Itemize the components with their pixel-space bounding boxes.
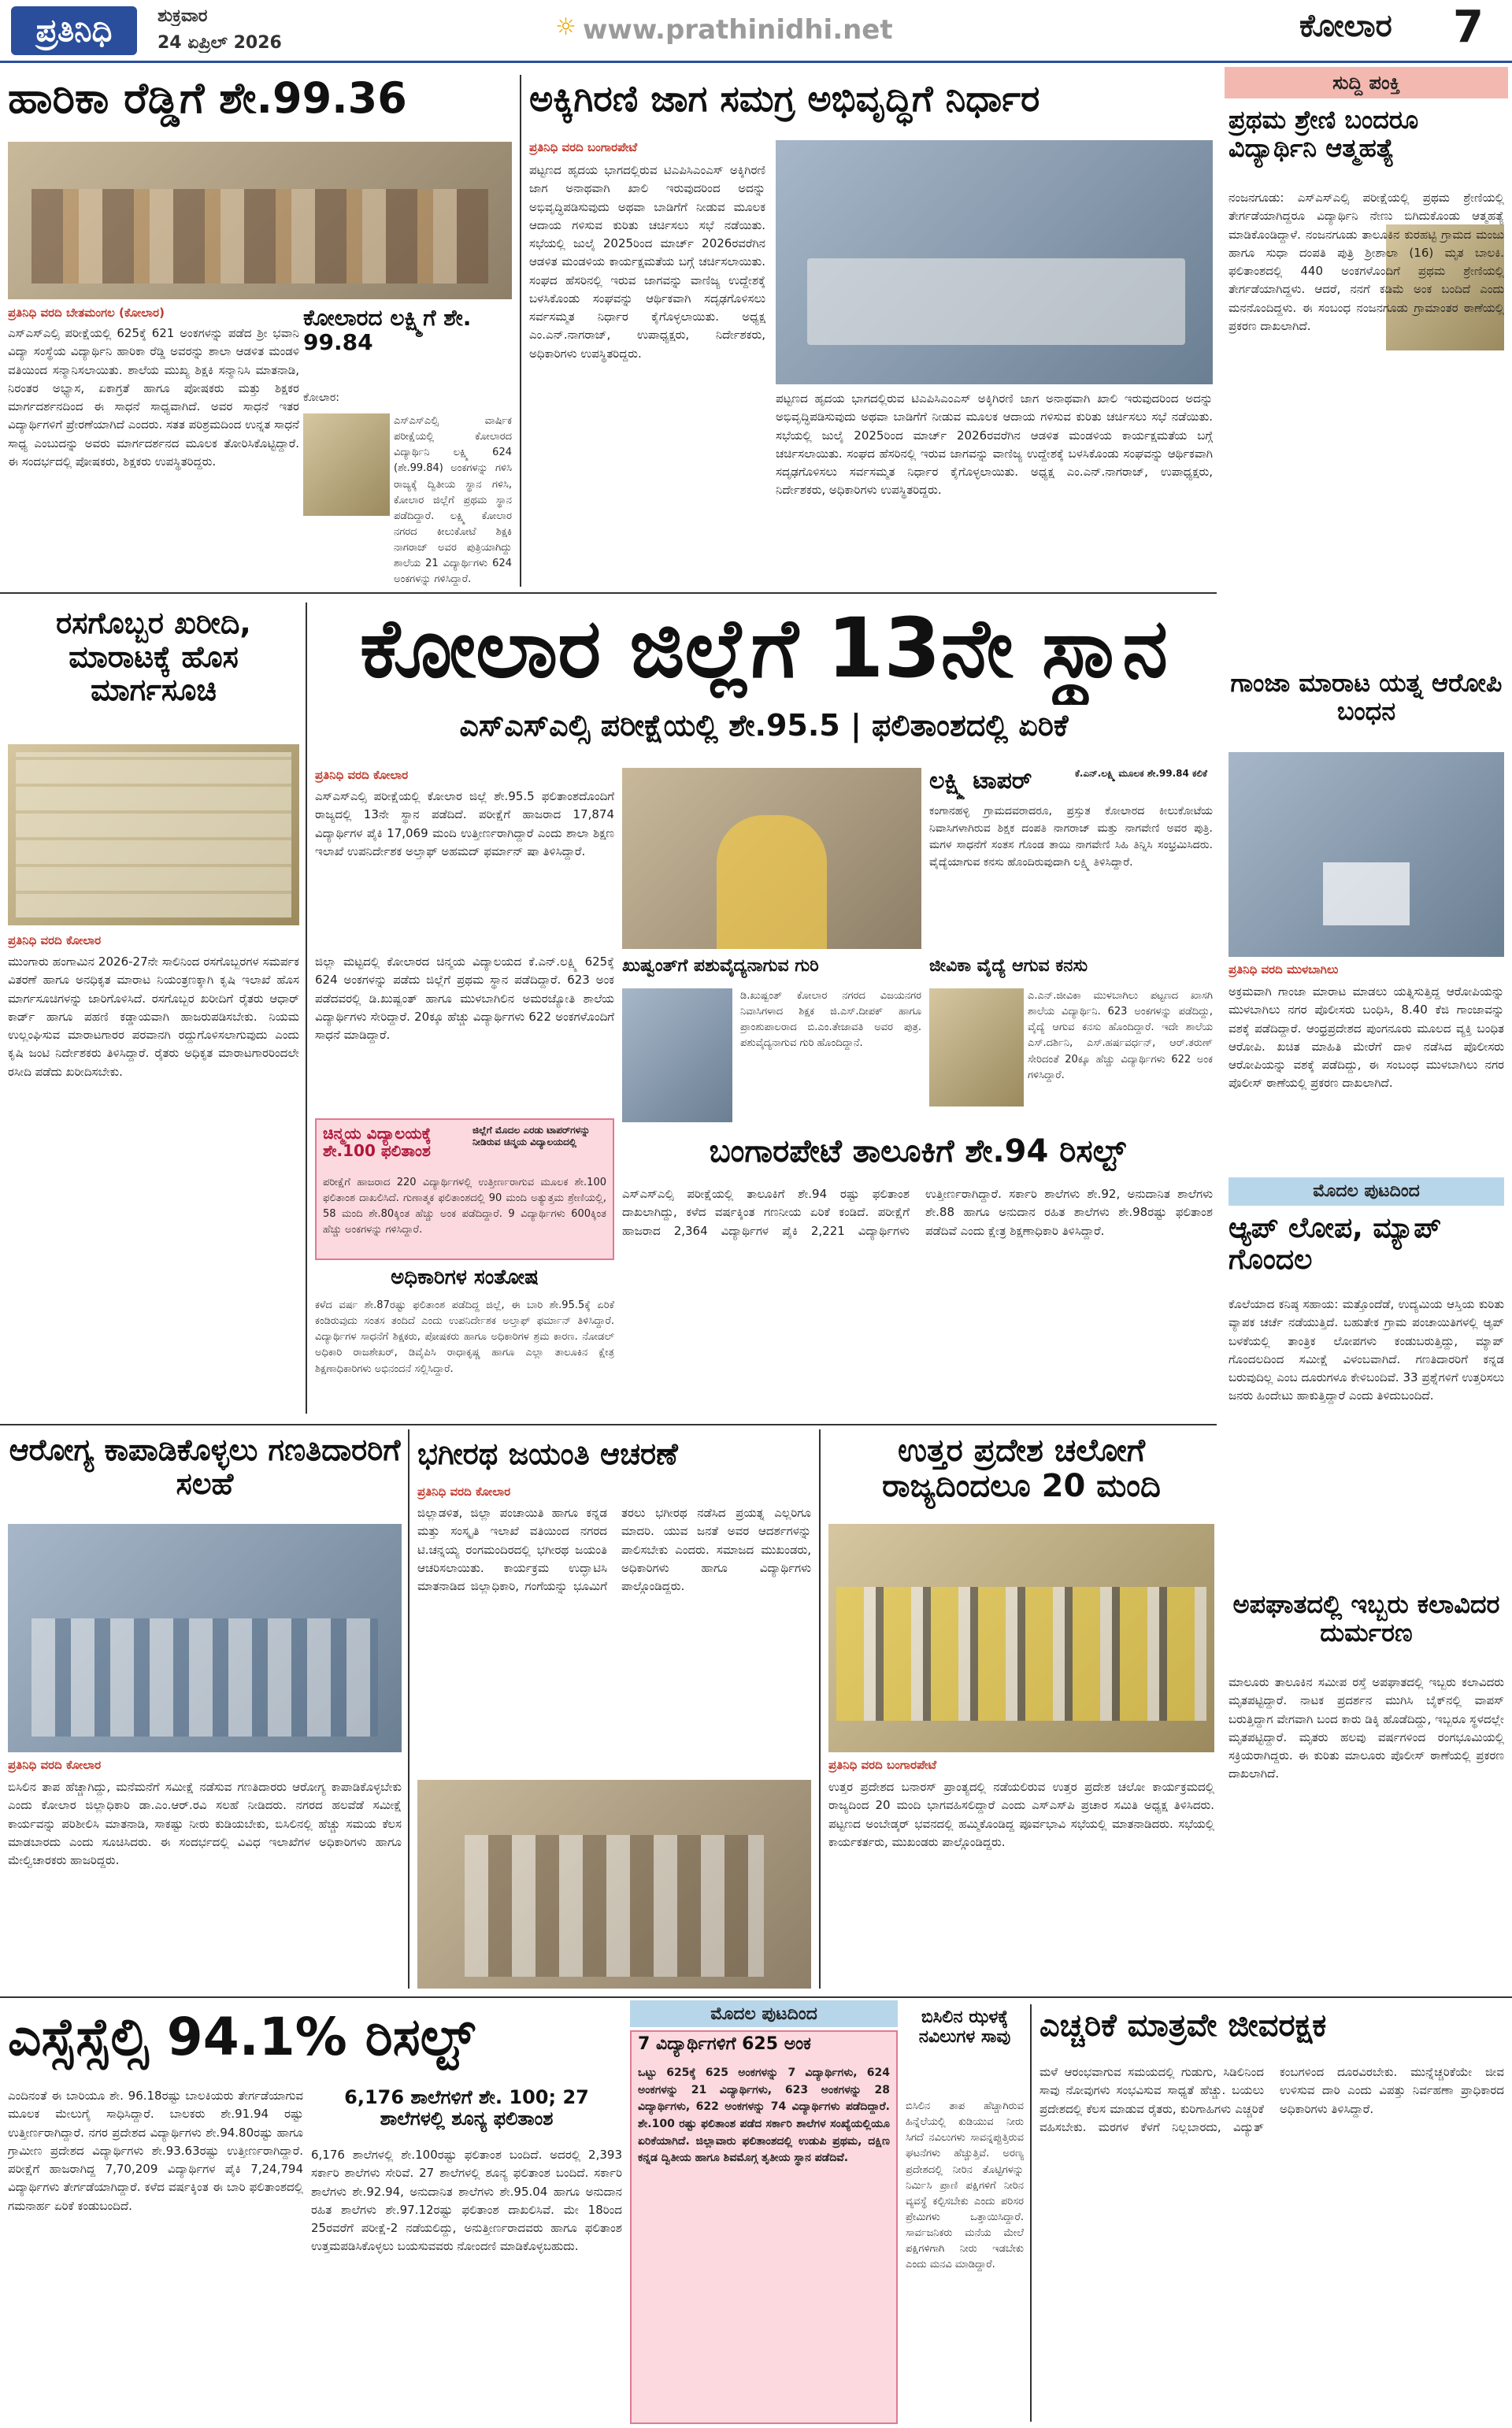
bhagiratha-body: ಜಿಲ್ಲಾಡಳಿತ, ಜಿಲ್ಲಾ ಪಂಚಾಯಿತಿ ಹಾಗೂ ಕನ್ನಡ ಮತ್ತು ಸಂಸ್ಕೃತಿ ಇಲಾಖೆ ವತಿಯಿಂದ ನಗರದ ಟಿ.ಚನ್ನಯ್ಯ ರಂಗಮಂದಿರದಲ್ಲಿ ಭಗೀರಥ ಜಯಂತಿ ಆಚರಿಸಲಾಯಿತು. ಕಾರ್ಯಕ್ರಮ ಉದ್ಘಾಟಿಸಿ ಮಾತನಾಡಿದ ಜಿಲ್ಲಾಧಿಕಾರಿ, ಗಂಗೆಯನ್ನು ಭೂಮಿಗೆ ತರಲು ಭಗೀರಥ ನಡೆಸಿದ ಪ್ರಯತ್ನ ಎಲ್ಲರಿಗೂ ಮಾದರಿ. ಯುವ ಜನತೆ ಅವರ ಆದರ್ಶಗಳನ್ನು ಪಾಲಿಸಬೇಕು ಎಂದರು. ಸಮಾಜದ ಮುಖಂಡರು, ಅಧಿಕಾರಿಗಳು ಹಾಗೂ ವಿದ್ಯಾರ್ಥಿಗಳು ಪಾಲ್ಗೊಂಡಿದ್ದರು.: [417, 1506, 811, 1593]
accident-headline: ಅಪಘಾತದಲ್ಲಿ ಇಬ್ಬರು ಕಲಾವಿದರ ದುರ್ಮರಣ: [1232, 1591, 1500, 1648]
sun-icon: ☼: [555, 16, 576, 39]
ganja-body: ಅಕ್ರಮವಾಗಿ ಗಾಂಜಾ ಮಾರಾಟ ಮಾಡಲು ಯತ್ನಿಸುತ್ತಿದ್ದ ಆರೋಪಿಯನ್ನು ಮುಳಬಾಗಿಲು ನಗರ ಪೊಲೀಸರು ಬಂಧಿಸಿ, 8.40 ಕೆಜಿ ಗಾಂಜಾವನ್ನು ವಶಕ್ಕೆ ಪಡೆದಿದ್ದಾರೆ. ಆಂಧ್ರಪ್ರದೇಶದ ಪುಂಗನೂರು ಮೂಲದ ವ್ಯಕ್ತಿ ಬಂಧಿತ ಆರೋಪಿ. ಖಚಿತ ಮಾಹಿತಿ ಮೇರೆಗೆ ದಾಳಿ ನಡೆಸಿದ ಪೊಲೀಸರು ಆರೋಪಿಯನ್ನು ವಶಕ್ಕೆ ಪಡೆದಿದ್ದು, ಈ ಸಂಬಂಧ ಮುಳಬಾಗಿಲು ನಗರ ಪೊಲೀಸ್ ಠಾಣೆಯಲ್ಲಿ ಪ್ರಕರಣ ದಾಖಲಾಗಿದೆ.: [1228, 984, 1504, 1091]
ganja-byline: ಪ್ರತಿನಿಧಿ ವರದಿ ಮುಳಬಾಗಿಲು: [1228, 962, 1339, 977]
up-tour-photo: [828, 1524, 1214, 1752]
akkigirane-body: ಪಟ್ಟಣದ ಹೃದಯ ಭಾಗದಲ್ಲಿರುವ ಟಿಎಪಿಸಿಎಂಎಸ್ ಅಕ್ಕಿಗಿರಣಿ ಜಾಗ ಅನಾಥವಾಗಿ ಖಾಲಿ ಇರುವುದರಿಂದ ಅದನ್ನು ಅಭಿವೃದ್ಧಿಪಡಿಸುವುದು ಅಥವಾ ಬಾಡಿಗೆಗೆ ನೀಡುವ ಮೂಲಕ ಆದಾಯ ಗಳಿಸುವ ಕುರಿತು ಚರ್ಚಿಸಲು ಸಭೆ ನಡೆಯಿತು. ಸಭೆಯಲ್ಲಿ ಜುಲೈ 2025ರಿಂದ ಮಾರ್ಚ್ 2026ರವರೆಗಿನ ಆಡಳಿತ ಮಂಡಳಿಯ ಕಾರ್ಯಕ್ಷಮತೆಯ ಬಗ್ಗೆ ಚರ್ಚಿಸಲಾಯಿತು. ಸಂಘದ ಹೆಸರಿನಲ್ಲಿ ಇರುವ ಜಾಗವನ್ನು ವಾಣಿಜ್ಯ ಉದ್ದೇಶಕ್ಕೆ ಬಳಸಿಕೊಂಡು ಸಂಘವನ್ನು ಆರ್ಥಿಕವಾಗಿ ಸದೃಢಗೊಳಿಸಲು ಸರ್ವಸಮ್ಮತ ನಿರ್ಧಾರ ಕೈಗೊಳ್ಳಲಾಯಿತು. ಅಧ್ಯಕ್ಷ ಎಂ.ಎನ್.ನಾಗರಾಜ್, ಉಪಾಧ್ಯಕ್ಷರು, ನಿರ್ದೇಶಕರು, ಅಧಿಕಾರಿಗಳು ಉಪಸ್ಥಿತರಿದ್ದರು.: [529, 163, 765, 361]
arogya-photo: [8, 1524, 402, 1752]
kolar-topper-intro: ಕೋಲಾರ:: [303, 391, 339, 404]
row-divider: [0, 1424, 1217, 1425]
lakshmi-topper-tag: ಕೆ.ಎನ್.ಲಕ್ಷ್ಮಿ ಮೂಲಕ ಶೇ.99.84 ಕಲಿಕೆ: [1075, 768, 1207, 779]
akkigirane-headline: ಅಕ್ಕಿಗಿರಣಿ ಜಾಗ ಸಮಗ್ರ ಅಭಿವೃದ್ಧಿಗೆ ನಿರ್ಧಾರ: [529, 79, 1040, 120]
jeevika-headline: ಜೀವಿಕಾ ವೈದ್ಯೆ ಆಗುವ ಕನಸು: [929, 957, 1088, 976]
adhikarigala-body: ಕಳೆದ ವರ್ಷ ಶೇ.87ರಷ್ಟು ಫಲಿತಾಂಶ ಪಡೆದಿದ್ದ ಜಿಲ್ಲೆ, ಈ ಬಾರಿ ಶೇ.95.5ಕ್ಕೆ ಏರಿಕೆ ಕಂಡಿರುವುದು ಸಂತಸ ತಂದಿದೆ ಎಂದು ಉಪನಿರ್ದೇಶಕ ಅಲ್ತಾಫ್ ಫರ್ಮಾನ್ ತಿಳಿಸಿದ್ದಾರೆ. ವಿದ್ಯಾರ್ಥಿಗಳ ಸಾಧನೆಗೆ ಶಿಕ್ಷಕರು, ಪೋಷಕರು ಹಾಗೂ ಅಧಿಕಾರಿಗಳ ಶ್ರಮ ಕಾರಣ. ನೋಡಲ್ ಅಧಿಕಾರಿ ರಾಜಶೇಖರ್, ಡಿವೈಪಿಸಿ ರಾಧಾಕೃಷ್ಣ ಹಾಗೂ ಎಲ್ಲಾ ತಾಲೂಕಿನ ಕ್ಷೇತ್ರ ಶಿಕ್ಷಣಾಧಿಕಾರಿಗಳು ಅಭಿನಂದನೆ ಸಲ್ಲಿಸಿದ್ದಾರೆ.: [315, 1299, 614, 1375]
schools-100-body: 6,176 ಶಾಲೆಗಳಲ್ಲಿ ಶೇ.100ರಷ್ಟು ಫಲಿತಾಂಶ ಬಂದಿದೆ. ಅದರಲ್ಲಿ 2,393 ಸರ್ಕಾರಿ ಶಾಲೆಗಳು ಸೇರಿವೆ. 27 ಶಾಲೆಗಳಲ್ಲಿ ಶೂನ್ಯ ಫಲಿತಾಂಶ ಬಂದಿದೆ. ಸರ್ಕಾರಿ ಶಾಲೆಗಳು ಶೇ.92.94, ಅನುದಾನಿತ ಶಾಲೆಗಳು ಶೇ.95.04 ಹಾಗೂ ಅನುದಾನ ರಹಿತ ಶಾಲೆಗಳು ಶೇ.97.12ರಷ್ಟು ಫಲಿತಾಂಶ ದಾಖಲಿಸಿವೆ. ಮೇ 18ರಿಂದ 25ರವರೆಗೆ ಪರೀಕ್ಷೆ-2 ನಡೆಯಲಿದ್ದು, ಅನುತ್ತೀರ್ಣರಾದವರು ಹಾಗೂ ಫಲಿತಾಂಶ ಉತ್ತಮಪಡಿಸಿಕೊಳ್ಳಲು ಬಯಸುವವರು ನೋಂದಣಿ ಮಾಡಿಕೊಳ್ಳಬಹುದು.: [311, 2148, 622, 2254]
bangarpet-body: ಎಸ್ಎಸ್ಎಲ್ಸಿ ಪರೀಕ್ಷೆಯಲ್ಲಿ ತಾಲೂಕಿಗೆ ಶೇ.94 ರಷ್ಟು ಫಲಿತಾಂಶ ದಾಖಲಾಗಿದ್ದು, ಕಳೆದ ವರ್ಷಕ್ಕಿಂತ ಗಣನೀಯ ಏರಿಕೆ ಕಂಡಿದೆ. ಪರೀಕ್ಷೆಗೆ ಹಾಜರಾದ 2,364 ವಿದ್ಯಾರ್ಥಿಗಳ ಪೈಕಿ 2,221 ವಿದ್ಯಾರ್ಥಿಗಳು ಉತ್ತೀರ್ಣರಾಗಿದ್ದಾರೆ. ಸರ್ಕಾರಿ ಶಾಲೆಗಳು ಶೇ.92, ಅನುದಾನಿತ ಶಾಲೆಗಳು ಶೇ.88 ಹಾಗೂ ಅನುದಾನ ರಹಿತ ಶಾಲೆಗಳು ಶೇ.98ರಷ್ಟು ಫಲಿತಾಂಶ ಪಡೆದಿವೆ ಎಂದು ಕ್ಷೇತ್ರ ಶಿಕ್ಷಣಾಧಿಕಾರಿ ತಿಳಿಸಿದ್ದಾರೆ.: [622, 1187, 1213, 1238]
students-625-headline: 7 ವಿದ್ಯಾರ್ಥಿಗಳಿಗೆ 625 ಅಂಕ: [638, 2035, 811, 2054]
region-name: ಕೋಲಾರ: [1299, 8, 1392, 44]
chinmaya-box-title: ಚಿನ್ಮಯ ವಿದ್ಯಾಲಯಕ್ಕೆ ಶೇ.100 ಫಲಿತಾಂಶ: [323, 1125, 432, 1161]
chinmaya-box-note: ಜಿಲ್ಲೆಗೆ ಮೊದಲ ಎರಡು ಟಾಪರ್‌ಗಳನ್ನು ನೀಡಿರುವ ಚಿನ್ಮಯ ವಿದ್ಯಾಲಯದಲ್ಲಿ: [472, 1125, 591, 1147]
suddi-panki-body: ನಂಜನಗೂಡು: ಎಸ್ಎಸ್ಎಲ್ಸಿ ಪರೀಕ್ಷೆಯಲ್ಲಿ ಪ್ರಥಮ ಶ್ರೇಣಿಯಲ್ಲಿ ತೇರ್ಗಡೆಯಾಗಿದ್ದರೂ ವಿದ್ಯಾರ್ಥಿನಿ ನೇಣು ಬಿಗಿದುಕೊಂಡು ಆತ್ಮಹತ್ಯೆ ಮಾಡಿಕೊಂಡಿದ್ದಾಳೆ. ನಂಜನಗೂಡು ತಾಲೂಕಿನ ಕುರಹಟ್ಟಿ ಗ್ರಾಮದ ಮಂಜು ಹಾಗೂ ಸುಧಾ ದಂಪತಿ ಪುತ್ರಿ ಶ್ರೀಶಾಲಾ (16) ಮೃತ ಬಾಲಕಿ. ಫಲಿತಾಂಶದಲ್ಲಿ 440 ಅಂಕಗಳೊಂದಿಗೆ ಪ್ರಥಮ ಶ್ರೇಣಿಯಲ್ಲಿ ತೇರ್ಗಡೆಯಾಗಿದ್ದಳು. ಆದರೆ, ನನಗೆ ಕಡಿಮೆ ಅಂಕ ಬಂದಿದೆ ಎಂದು ಮನನೊಂದಿದ್ದಳು. ಈ ಸಂಬಂಧ ನಂಜನಗೂಡು ಗ್ರಾಮಾಂತರ ಠಾಣೆಯಲ್ಲಿ ಪ್ರಕರಣ ದಾಖಲಾಗಿದೆ.: [1228, 191, 1504, 333]
row-divider: [0, 592, 1217, 594]
khushwanth-body: ಡಿ.ಖುಷ್ಬಂತ್ ಕೋಲಾರ ನಗರದ ವಿಜಯನಗರ ನಿವಾಸಿಗಳಾದ ಶಿಕ್ಷಕ ಜಿ.ಎಸ್.ದೀಪಕ್ ಹಾಗೂ ಪ್ರಾಂಶುಪಾಲರಾದ ಬಿ.ಎಂ.ತೇಜಾವತಿ ಅವರ ಪುತ್ರ. ಪಶುವೈದ್ಯನಾಗುವ ಗುರಿ ಹೊಂದಿದ್ದಾನೆ.: [740, 990, 921, 1050]
main-byline: ಪ್ರತಿನಿಧಿ ವರದಿ ಕೋಲಾರ: [315, 768, 409, 782]
students-625-body: ಒಟ್ಟು 625ಕ್ಕೆ 625 ಅಂಕಗಳನ್ನು 7 ವಿದ್ಯಾರ್ಥಿಗಳು, 624 ಅಂಕಗಳನ್ನು 21 ವಿದ್ಯಾರ್ಥಿಗಳು, 623 ಅಂಕಗಳನ್ನು 28 ವಿದ್ಯಾರ್ಥಿಗಳು, 622 ಅಂಕಗಳನ್ನು 74 ವಿದ್ಯಾರ್ಥಿಗಳು ಪಡೆದಿದ್ದಾರೆ. ಶೇ.100 ರಷ್ಟು ಫಲಿತಾಂಶ ಪಡೆದ ಸರ್ಕಾರಿ ಶಾಲೆಗಳ ಸಂಖ್ಯೆಯಲ್ಲಿಯೂ ಏರಿಕೆಯಾಗಿದೆ. ಜಿಲ್ಲಾವಾರು ಫಲಿತಾಂಶದಲ್ಲಿ ಉಡುಪಿ ಪ್ರಥಮ, ದಕ್ಷಿಣ ಕನ್ನಡ ದ್ವಿತೀಯ ಹಾಗೂ ಶಿವಮೊಗ್ಗ ತೃತೀಯ ಸ್ಥಾನ ಪಡೆದಿವೆ.: [638, 2067, 890, 2165]
ganja-headline: ಗಾಂಜಾ ಮಾರಾಟ ಯತ್ನ ಆರೋಪಿ ಬಂಧನ: [1230, 669, 1503, 726]
harika-photo: [8, 142, 512, 299]
page-number: 7: [1453, 2, 1484, 53]
kolar-topper-body: ಎಸ್ಎಸ್ಎಲ್ಸಿ ವಾರ್ಷಿಕ ಪರೀಕ್ಷೆಯಲ್ಲಿ ಕೋಲಾರದ ವಿದ್ಯಾರ್ಥಿನಿ ಲಕ್ಷ್ಮಿ 624 (ಶೇ.99.84) ಅಂಕಗಳನ್ನು ಗಳಿಸಿ ರಾಜ್ಯಕ್ಕೆ ದ್ವಿತೀಯ ಸ್ಥಾನ ಗಳಿಸಿ, ಕೋಲಾರ ಜಿಲ್ಲೆಗೆ ಪ್ರಥಮ ಸ್ಥಾನ ಪಡೆದಿದ್ದಾರೆ. ಲಕ್ಷ್ಮಿ ಕೋಲಾರ ನಗರದ ಕೀಲುಕೋಟೆ ಶಿಕ್ಷಕಿ ನಾಗರಾಜ್ ಅವರ ಪುತ್ರಿಯಾಗಿದ್ದು ಶಾಲೆಯ 21 ವಿದ್ಯಾರ್ಥಿಗಳು 624 ಅಂಕಗಳನ್ನು ಗಳಿಸಿದ್ದಾರೆ.: [394, 415, 512, 586]
arogya-headline: ಆರೋಗ್ಯ ಕಾಪಾಡಿಕೊಳ್ಳಲು ಗಣತಿದಾರರಿಗೆ ಸಲಹೆ: [9, 1433, 401, 1501]
issue-date: 24 ಏಪ್ರಿಲ್ 2026: [158, 33, 282, 53]
sslc-result-headline: ಎಸ್ಸೆಸ್ಸೆಲ್ಸಿ 94.1% ರಿಸಲ್ಟ್: [8, 2008, 475, 2067]
up-tour-byline: ಪ್ರತಿನಿಧಿ ವರದಿ ಬಂಗಾರಪೇಟೆ: [828, 1758, 937, 1772]
column-divider: [520, 75, 521, 587]
khushwanth-headline: ಖುಷ್ವಂತ್‌ಗೆ ಪಶುವೈದ್ಯನಾಗುವ ಗುರಿ: [622, 957, 819, 976]
ganja-seizure-photo: [1228, 752, 1504, 957]
main-headline: ಕೋಲಾರ ಜಿಲ್ಲೆಗೆ 13ನೇ ಸ್ಥಾನ: [359, 602, 1169, 696]
adhikarigala-title: ಅಧಿಕಾರಿಗಳ ಸಂತೋಷ: [391, 1266, 539, 1289]
students-625-label: ಮೊದಲ ಪುಟದಿಂದ: [630, 2000, 898, 2027]
lakshmi-topper-headline: ಲಕ್ಷ್ಮಿ ಟಾಪರ್: [929, 768, 1032, 795]
newspaper-logo[interactable]: ಪ್ರತಿನಿಧಿ: [11, 6, 137, 55]
up-tour-body: ಉತ್ತರ ಪ್ರದೇಶದ ಬನಾರಸ್ ಪ್ರಾಂತ್ಯದಲ್ಲಿ ನಡೆಯಲಿರುವ ಉತ್ತರ ಪ್ರದೇಶ ಚಲೋ ಕಾರ್ಯಕ್ರಮದಲ್ಲಿ ರಾಜ್ಯದಿಂದ 20 ಮಂದಿ ಭಾಗವಹಿಸಲಿದ್ದಾರೆ ಎಂದು ಎಸ್‌ಎಸ್‌ಪಿ ಪ್ರಚಾರ ಸಮಿತಿ ಅಧ್ಯಕ್ಷ ತಿಳಿಸಿದರು. ಪಟ್ಟಣದ ಅಂಬೇಡ್ಕರ್ ಭವನದಲ್ಲಿ ಹಮ್ಮಿಕೊಂಡಿದ್ದ ಪೂರ್ವಭಾವಿ ಸಭೆಯಲ್ಲಿ ಮಾತನಾಡಿದರು. ಸಭೆಯಲ್ಲಿ ಕಾರ್ಯಕರ್ತರು, ಮುಖಂಡರು ಪಾಲ್ಗೊಂಡಿದ್ದರು.: [828, 1780, 1214, 1849]
main-body-2: ಜಿಲ್ಲಾ ಮಟ್ಟದಲ್ಲಿ ಕೋಲಾರದ ಚಿನ್ಮಯ ವಿದ್ಯಾಲಯದ ಕೆ.ಎನ್.ಲಕ್ಷ್ಮಿ 625ಕ್ಕೆ 624 ಅಂಕಗಳನ್ನು ಪಡೆದು ಜಿಲ್ಲೆಗೆ ಪ್ರಥಮ ಸ್ಥಾನ ಪಡೆದಿದ್ದಾರೆ. 623 ಅಂಕ ಪಡೆದವರಲ್ಲಿ ಡಿ.ಖುಷ್ಬಂತ್ ಹಾಗೂ ಮುಳಬಾಗಿಲಿನ ಅಮರಜ್ಯೋತಿ ಶಾಲೆಯ ವಿದ್ಯಾರ್ಥಿಗಳು ಸೇರಿದ್ದಾರೆ. 20ಕ್ಕೂ ಹೆಚ್ಚು ವಿದ್ಯಾರ್ಥಿಗಳು 622 ಅಂಕಗಳೊಂದಿಗೆ ಸಾಧನೆ ಮಾಡಿದ್ದಾರೆ.: [315, 955, 614, 1042]
heat-death-body: ಬಿಸಿಲಿನ ತಾಪ ಹೆಚ್ಚಾಗಿರುವ ಹಿನ್ನೆಲೆಯಲ್ಲಿ ಕುಡಿಯುವ ನೀರು ಸಿಗದೆ ನವಿಲುಗಳು ಸಾವನ್ನಪ್ಪುತ್ತಿರುವ ಘಟನೆಗಳು ಹೆಚ್ಚುತ್ತಿವೆ. ಅರಣ್ಯ ಪ್ರದೇಶದಲ್ಲಿ ನೀರಿನ ತೊಟ್ಟಿಗಳನ್ನು ನಿರ್ಮಿಸಿ ಪ್ರಾಣಿ ಪಕ್ಷಿಗಳಿಗೆ ನೀರಿನ ವ್ಯವಸ್ಥೆ ಕಲ್ಪಿಸಬೇಕು ಎಂದು ಪರಿಸರ ಪ್ರೇಮಿಗಳು ಒತ್ತಾಯಿಸಿದ್ದಾರೆ. ಸಾರ್ವಜನಿಕರು ಮನೆಯ ಮೇಲೆ ಪಕ್ಷಿಗಳಿಗಾಗಿ ನೀರು ಇಡಬೇಕು ಎಂದು ಮನವಿ ಮಾಡಿದ್ದಾರೆ.: [906, 2100, 1024, 2271]
bangarpet-headline: ಬಂಗಾರಪೇಟೆ ತಾಲೂಕಿಗೆ ಶೇ.94 ರಿಸಲ್ಟ್: [709, 1134, 1126, 1170]
harika-byline: ಪ್ರತಿನಿಧಿ ವರದಿ ಬೇತಮಂಗಲ (ಕೋಲಾರ): [8, 306, 165, 320]
suddi-panki-headline: ಪ್ರಥಮ ಶ್ರೇಣಿ ಬಂದರೂ ವಿದ್ಯಾರ್ಥಿನಿ ಆತ್ಮಹತ್ಯೆ: [1228, 106, 1419, 163]
sslc-result-body: ಎಂದಿನಂತೆ ಈ ಬಾರಿಯೂ ಶೇ. 96.18ರಷ್ಟು ಬಾಲಕಿಯರು ತೇರ್ಗಡೆಯಾಗುವ ಮೂಲಕ ಮೇಲುಗೈ ಸಾಧಿಸಿದ್ದಾರೆ. ಬಾಲಕರು ಶೇ.91.94 ರಷ್ಟು ಉತ್ತೀರ್ಣರಾಗಿದ್ದಾರೆ. ನಗರ ಪ್ರದೇಶದ ವಿದ್ಯಾರ್ಥಿಗಳು ಶೇ.94.80ರಷ್ಟು ಹಾಗೂ ಗ್ರಾಮೀಣ ಪ್ರದೇಶದ ವಿದ್ಯಾರ್ಥಿಗಳು ಶೇ.93.63ರಷ್ಟು ಉತ್ತೀರ್ಣರಾಗಿದ್ದಾರೆ. ಪರೀಕ್ಷೆಗೆ ಹಾಜರಾಗಿದ್ದ 7,70,209 ವಿದ್ಯಾರ್ಥಿಗಳ ಪೈಕಿ 7,24,794 ವಿದ್ಯಾರ್ಥಿಗಳು ತೇರ್ಗಡೆಯಾಗಿದ್ದಾರೆ. ಕಳೆದ ವರ್ಷಕ್ಕಿಂತ ಈ ಬಾರಿ ಫಲಿತಾಂಶದಲ್ಲಿ ಗಮನಾರ್ಹ ಏರಿಕೆ ಕಂಡುಬಂದಿದೆ.: [8, 2089, 303, 2213]
rasagobbara-body: ಮುಂಗಾರು ಹಂಗಾಮಿನ 2026-27ನೇ ಸಾಲಿನಿಂದ ರಸಗೊಬ್ಬರಗಳ ಸಮರ್ಪಕ ವಿತರಣೆ ಹಾಗೂ ಅನಧಿಕೃತ ಮಾರಾಟ ನಿಯಂತ್ರಣಕ್ಕಾಗಿ ಕೃಷಿ ಇಲಾಖೆ ಹೊಸ ಮಾರ್ಗಸೂಚಿಗಳನ್ನು ಜಾರಿಗೊಳಿಸಿದೆ. ರಸಗೊಬ್ಬರ ಖರೀದಿಗೆ ರೈತರು ಆಧಾರ್ ಕಾರ್ಡ್ ಹಾಗೂ ಪಹಣಿ ಕಡ್ಡಾಯವಾಗಿ ಹಾಜರುಪಡಿಸಬೇಕು. ನಿಯಮ ಉಲ್ಲಂಘಿಸುವ ಮಾರಾಟಗಾರರ ಪರವಾನಗಿ ರದ್ದುಗೊಳಿಸಲಾಗುವುದು ಎಂದು ಕೃಷಿ ಜಂಟಿ ನಿರ್ದೇಶಕರು ತಿಳಿಸಿದ್ದಾರೆ. ರೈತರು ಅಧಿಕೃತ ಮಾರಾಟಗಾರರಿಂದಲೇ ರಸೀದಿ ಪಡೆದು ಖರೀದಿಸಬೇಕು.: [8, 955, 299, 1079]
column-divider: [819, 1429, 821, 1989]
kolar-topper-headline: ಕೋಲಾರದ ಲಕ್ಷ್ಮಿಗೆ ಶೇ. 99.84: [303, 306, 472, 356]
arogya-body: ಬಿಸಿಲಿನ ತಾಪ ಹೆಚ್ಚಾಗಿದ್ದು, ಮನೆಮನೆಗೆ ಸಮೀಕ್ಷೆ ನಡೆಸುವ ಗಣತಿದಾರರು ಆರೋಗ್ಯ ಕಾಪಾಡಿಕೊಳ್ಳಬೇಕು ಎಂದು ಕೋಲಾರ ಜಿಲ್ಲಾಧಿಕಾರಿ ಡಾ.ಎಂ.ಆರ್.ರವಿ ಸಲಹೆ ನೀಡಿದರು. ನಗರದ ಹಲವೆಡೆ ಸಮೀಕ್ಷೆ ಕಾರ್ಯವನ್ನು ಪರಿಶೀಲಿಸಿ ಮಾತನಾಡಿ, ಸಾಕಷ್ಟು ನೀರು ಕುಡಿಯಬೇಕು, ಬಿಸಿಲಿನಲ್ಲಿ ಹೆಚ್ಚು ಸಮಯ ಕೆಲಸ ಮಾಡಬಾರದು ಎಂದು ಸೂಚಿಸಿದರು. ಈ ಸಂದರ್ಭದಲ್ಲಿ ವಿವಿಧ ಇಲಾಖೆಗಳ ಅಧಿಕಾರಿಗಳು ಹಾಗೂ ಮೇಲ್ವಿಚಾರಕರು ಹಾಜರಿದ್ದರು.: [8, 1780, 402, 1867]
arogya-byline: ಪ್ರತಿನಿಧಿ ವರದಿ ಕೋಲಾರ: [8, 1758, 102, 1772]
bhagiratha-headline: ಭಗೀರಥ ಜಯಂತಿ ಆಚರಣೆ: [417, 1437, 678, 1471]
bhagiratha-ceremony-photo: [417, 1780, 811, 1989]
chinmaya-box-body: ಪರೀಕ್ಷೆಗೆ ಹಾಜರಾದ 220 ವಿದ್ಯಾರ್ಥಿಗಳಲ್ಲಿ ಉತ್ತೀರ್ಣರಾಗುವ ಮೂಲಕ ಶೇ.100 ಫಲಿತಾಂಶ ದಾಖಲಿಸಿದೆ. ಗುಣಾತ್ಮಕ ಫಲಿತಾಂಶದಲ್ಲಿ 90 ಮಂದಿ ಅತ್ಯುತ್ತಮ ಶ್ರೇಣಿಯಲ್ಲಿ, 58 ಮಂದಿ ಶೇ.80ಕ್ಕಿಂತ ಹೆಚ್ಚು ಅಂಕ ಪಡೆದಿದ್ದಾರೆ. 9 ವಿದ್ಯಾರ್ಥಿಗಳು 600ಕ್ಕಿಂತ ಹೆಚ್ಚು ಅಂಕಗಳನ್ನು ಗಳಿಸಿದ್ದಾರೆ.: [323, 1177, 606, 1236]
main-body-1: ಎಸ್ಎಸ್ಎಲ್ಸಿ ಪರೀಕ್ಷೆಯಲ್ಲಿ ಕೋಲಾರ ಜಿಲ್ಲೆ ಶೇ.95.5 ಫಲಿತಾಂಶದೊಂದಿಗೆ ರಾಜ್ಯದಲ್ಲಿ 13ನೇ ಸ್ಥಾನ ಪಡೆದಿದೆ. ಪರೀಕ್ಷೆಗೆ ಹಾಜರಾದ 17,874 ವಿದ್ಯಾರ್ಥಿಗಳ ಪೈಕಿ 17,069 ಮಂದಿ ಉತ್ತೀರ್ಣರಾಗಿದ್ದಾರೆ ಎಂದು ಶಾಲಾ ಶಿಕ್ಷಣ ಇಲಾಖೆ ಉಪನಿರ್ದೇಶಕ ಅಲ್ತಾಫ್ ಅಹಮದ್ ಫರ್ಮಾನ್ ಷಾ ತಿಳಿಸಿದ್ದಾರೆ.: [315, 789, 614, 858]
schools-100-headline: 6,176 ಶಾಲೆಗಳಿಗೆ ಶೇ. 100; 27 ಶಾಲೆಗಳಲ್ಲಿ ಶೂನ್ಯ ಫಲಿತಾಂಶ: [344, 2087, 589, 2130]
harika-body: ಎಸ್ಎಸ್ಎಲ್ಸಿ ಪರೀಕ್ಷೆಯಲ್ಲಿ 625ಕ್ಕೆ 621 ಅಂಕಗಳನ್ನು ಪಡೆದ ಶ್ರೀ ಭವಾನಿ ವಿದ್ಯಾ ಸಂಸ್ಥೆಯ ವಿದ್ಯಾರ್ಥಿನಿ ಹಾರಿಕಾ ರೆಡ್ಡಿ ಅವರನ್ನು ಶಾಲಾ ಆಡಳಿತ ಮಂಡಳಿ ವತಿಯಿಂದ ಸನ್ಮಾನಿಸಲಾಯಿತು. ಶಾಲೆಯ ಮುಖ್ಯ ಶಿಕ್ಷಕಿ ಸನ್ಮಾನಿಸಿ ಮಾತನಾಡಿ, ನಿರಂತರ ಅಭ್ಯಾಸ, ಏಕಾಗ್ರತೆ ಹಾಗೂ ಪೋಷಕರು ಮತ್ತು ಶಿಕ್ಷಕರ ಮಾರ್ಗದರ್ಶನದಿಂದ ಈ ಸಾಧನೆ ಸಾಧ್ಯವಾಗಿದೆ. ಅವರ ಸಾಧನೆ ಇತರ ವಿದ್ಯಾರ್ಥಿಗಳಿಗೆ ಪ್ರೇರಣೆಯಾಗಿದೆ ಎಂದರು. ಸತತ ಪರಿಶ್ರಮದಿಂದ ಉನ್ನತ ಸಾಧನೆ ಸಾಧ್ಯ ಎಂಬುದನ್ನು ಅವರು ಮಾರ್ಗದರ್ಶನದ ಮೂಲಕ ತೋರಿಸಿಕೊಟ್ಟಿದ್ದಾರೆ. ಈ ಸಂದರ್ಭದಲ್ಲಿ ಪೋಷಕರು, ಶಿಕ್ಷಕರು ಉಪಸ್ಥಿತರಿದ್ದರು.: [8, 326, 299, 469]
akkigirane-meeting-photo: [776, 140, 1213, 384]
lakshmi-portrait: [303, 413, 390, 516]
fertilizer-photo: [8, 744, 299, 925]
column-divider: [306, 602, 307, 1414]
lakshmi-topper-body: ಕಂಗಾನಹಳ್ಳಿ ಗ್ರಾಮದವರಾದರೂ, ಪ್ರಸ್ತುತ ಕೋಲಾರದ ಕೀಲುಕೋಟೆಯ ನಿವಾಸಿಗಳಾಗಿರುವ ಶಿಕ್ಷಕ ದಂಪತಿ ನಾಗರಾಜ್ ಮತ್ತು ನಾಗವೇಣಿ ಅವರ ಪುತ್ರಿ. ಮಗಳ ಸಾಧನೆಗೆ ಸಂತಸ ಗೊಂಡ ತಾಯಿ ನಾಗವೇಣಿ ಸಿಹಿ ತಿನ್ನಿಸಿ ಸಂಭ್ರಮಿಸಿದರು. ವೈದ್ಯೆಯಾಗುವ ಕನಸು ಹೊಂದಿರುವುದಾಗಿ ಲಕ್ಷ್ಮಿ ತಿಳಿಸಿದ್ದಾರೆ.: [929, 805, 1213, 869]
website-link[interactable]: www.prathinidhi.net: [583, 14, 893, 46]
akkigirane-body-cont: ಪಟ್ಟಣದ ಹೃದಯ ಭಾಗದಲ್ಲಿರುವ ಟಿಎಪಿಸಿಎಂಎಸ್ ಅಕ್ಕಿಗಿರಣಿ ಜಾಗ ಅನಾಥವಾಗಿ ಖಾಲಿ ಇರುವುದರಿಂದ ಅದನ್ನು ಅಭಿವೃದ್ಧಿಪಡಿಸುವುದು ಅಥವಾ ಬಾಡಿಗೆಗೆ ನೀಡುವ ಮೂಲಕ ಆದಾಯ ಗಳಿಸುವ ಕುರಿತು ಚರ್ಚಿಸಲು ಸಭೆ ನಡೆಯಿತು. ಸಭೆಯಲ್ಲಿ ಜುಲೈ 2025ರಿಂದ ಮಾರ್ಚ್ 2026ರವರೆಗಿನ ಆಡಳಿತ ಮಂಡಳಿಯ ಕಾರ್ಯಕ್ಷಮತೆಯ ಬಗ್ಗೆ ಚರ್ಚಿಸಲಾಯಿತು. ಸಂಘದ ಹೆಸರಿನಲ್ಲಿ ಇರುವ ಜಾಗವನ್ನು ವಾಣಿಜ್ಯ ಉದ್ದೇಶಕ್ಕೆ ಬಳಸಿಕೊಂಡು ಸಂಘವನ್ನು ಆರ್ಥಿಕವಾಗಿ ಸದೃಢಗೊಳಿಸಲು ಸರ್ವಸಮ್ಮತ ನಿರ್ಧಾರ ಕೈಗೊಳ್ಳಲಾಯಿತು. ಅಧ್ಯಕ್ಷ ಎಂ.ಎನ್.ನಾಗರಾಜ್, ಉಪಾಧ್ಯಕ್ಷರು, ನಿರ್ದೇಶಕರು, ಅಧಿಕಾರಿಗಳು ಉಪಸ್ಥಿತರಿದ್ದರು.: [776, 391, 1213, 498]
up-tour-headline: ಉತ್ತರ ಪ್ರದೇಶ ಚಲೋಗೆ ರಾಜ್ಯದಿಂದಲೂ 20 ಮಂದಿ: [882, 1433, 1161, 1504]
akkigirane-byline: ಪ್ರತಿನಿಧಿ ವರದಿ ಬಂಗಾರಪೇಟೆ: [529, 140, 638, 154]
rasagobbara-byline: ಪ್ರತಿನಿಧಿ ವರದಿ ಕೋಲಾರ: [8, 933, 102, 947]
warning-body: ಮಳೆ ಆರಂಭವಾಗುವ ಸಮಯದಲ್ಲಿ ಗುಡುಗು, ಸಿಡಿಲಿನಿಂದ ಸಾವು ನೋವುಗಳು ಸಂಭವಿಸುವ ಸಾಧ್ಯತೆ ಹೆಚ್ಚು. ಬಯಲು ಪ್ರದೇಶದಲ್ಲಿ ಕೆಲಸ ಮಾಡುವ ರೈತರು, ಕುರಿಗಾಹಿಗಳು ಎಚ್ಚರಿಕೆ ವಹಿಸಬೇಕು. ಮರಗಳ ಕೆಳಗೆ ನಿಲ್ಲಬಾರದು, ವಿದ್ಯುತ್ ಕಂಬಗಳಿಂದ ದೂರವಿರಬೇಕು. ಮುನ್ನೆಚ್ಚರಿಕೆಯೇ ಜೀವ ಉಳಿಸುವ ದಾರಿ ಎಂದು ವಿಪತ್ತು ನಿರ್ವಹಣಾ ಪ್ರಾಧಿಕಾರದ ಅಧಿಕಾರಿಗಳು ತಿಳಿಸಿದ್ದಾರೆ.: [1040, 2065, 1504, 2134]
harika-headline: ಹಾರಿಕಾ ರೆಡ್ಡಿಗೆ ಶೇ.99.36: [8, 75, 407, 123]
jeevika-portrait: [929, 988, 1024, 1107]
warning-headline: ಎಚ್ಚರಿಕೆ ಮಾತ್ರವೇ ಜೀವರಕ್ಷಕ: [1040, 2008, 1327, 2044]
column-divider: [1030, 2004, 1032, 2422]
app-loophole-headline: ಆ್ಯಪ್ ಲೋಪ, ಮ್ಯಾಪ್ ಗೊಂದಲ: [1228, 1213, 1442, 1277]
khushwanth-portrait: [622, 988, 732, 1122]
main-subheadline: ಎಸ್ಎಸ್ಎಲ್ಸಿ ಪರೀಕ್ಷೆಯಲ್ಲಿ ಶೇ.95.5 | ಫಲಿತಾಂಶದಲ್ಲಿ ಏರಿಕೆ: [459, 709, 1069, 743]
issue-day: ಶುಕ್ರವಾರ: [158, 6, 208, 26]
heat-death-headline: ಬಿಸಿಲಿನ ಝಳಕ್ಕೆ ನವಿಲುಗಳ ಸಾವು: [918, 2008, 1011, 2047]
app-loophole-body: ಕೊಲೆಯಾದ ಕನಿಷ್ಠ ಸಹಾಯ: ಮತ್ತೊಂದೆಡೆ, ಉದ್ಯಮಿಯ ಆಸ್ತಿಯ ಕುರಿತು ವ್ಯಾಪಕ ಚರ್ಚೆ ನಡೆಯುತ್ತಿದೆ. ಬಹುತೇಕ ಗ್ರಾಮ ಪಂಚಾಯಿತಿಗಳಲ್ಲಿ ಆ್ಯಪ್ ಬಳಕೆಯಲ್ಲಿ ತಾಂತ್ರಿಕ ಲೋಪಗಳು ಕಂಡುಬರುತ್ತಿದ್ದು, ಮ್ಯಾಪ್ ಗೊಂದಲದಿಂದ ಸಮೀಕ್ಷೆ ವಿಳಂಬವಾಗಿದೆ. ಗಣತಿದಾರರಿಗೆ ಕನ್ನಡ ಬರುವುದಿಲ್ಲ ಎಂಬ ದೂರುಗಳೂ ಕೇಳಿಬಂದಿವೆ. 33 ಪ್ರಶ್ನೆಗಳಿಗೆ ಉತ್ತರಿಸಲು ಜನರು ಹಿಂದೇಟು ಹಾಕುತ್ತಿದ್ದಾರೆ ಎಂದು ತಿಳಿದುಬಂದಿದೆ.: [1228, 1297, 1504, 1403]
suddi-panki-label: ಸುದ್ದಿ ಪಂಕ್ತಿ: [1225, 67, 1508, 98]
app-loophole-label: ಮೊದಲ ಪುಟದಿಂದ: [1228, 1177, 1504, 1206]
topper-celebration-photo: [622, 768, 921, 949]
bhagiratha-byline: ಪ್ರತಿನಿಧಿ ವರದಿ ಕೋಲಾರ: [417, 1485, 511, 1499]
accident-body: ಮಾಲೂರು ತಾಲೂಕಿನ ಸಮೀಪ ರಸ್ತೆ ಅಪಘಾತದಲ್ಲಿ ಇಬ್ಬರು ಕಲಾವಿದರು ಮೃತಪಟ್ಟಿದ್ದಾರೆ. ನಾಟಕ ಪ್ರದರ್ಶನ ಮುಗಿಸಿ ಬೈಕ್‌ನಲ್ಲಿ ವಾಪಸ್ ಬರುತ್ತಿದ್ದಾಗ ವೇಗವಾಗಿ ಬಂದ ಕಾರು ಡಿಕ್ಕಿ ಹೊಡೆದಿದ್ದು, ಇಬ್ಬರೂ ಸ್ಥಳದಲ್ಲೇ ಮೃತಪಟ್ಟಿದ್ದಾರೆ. ಮೃತರು ಹಲವು ವರ್ಷಗಳಿಂದ ರಂಗಭೂಮಿಯಲ್ಲಿ ಸಕ್ರಿಯರಾಗಿದ್ದರು. ಈ ಕುರಿತು ಮಾಲೂರು ಪೊಲೀಸ್ ಠಾಣೆಯಲ್ಲಿ ಪ್ರಕರಣ ದಾಖಲಾಗಿದೆ.: [1228, 1675, 1504, 1781]
rasagobbara-headline: ರಸಗೊಬ್ಬರ ಖರೀದಿ, ಮಾರಾಟಕ್ಕೆ ಹೊಸ ಮಾರ್ಗಸೂಚಿ: [56, 606, 251, 708]
column-divider: [408, 1429, 410, 1989]
row-divider: [0, 1996, 1512, 1998]
jeevika-body: ಎ.ಎನ್.ಜೀವಿಕಾ ಮುಳಬಾಗಿಲು ಪಟ್ಟಣದ ಖಾಸಗಿ ಶಾಲೆಯ ವಿದ್ಯಾರ್ಥಿನಿ. 623 ಅಂಕಗಳನ್ನು ಪಡೆದಿದ್ದು, ವೈದ್ಯೆ ಆಗುವ ಕನಸು ಹೊಂದಿದ್ದಾರೆ. ಇದೇ ಶಾಲೆಯ ಎಸ್.ದರ್ಶಿನಿ, ಎಸ್.ಹರ್ಷವರ್ಧನ್, ಆರ್.ತರುಣ್ ಸೇರಿದಂತೆ 20ಕ್ಕೂ ಹೆಚ್ಚು ವಿದ್ಯಾರ್ಥಿಗಳು 622 ಅಂಕ ಗಳಿಸಿದ್ದಾರೆ.: [1028, 990, 1213, 1081]
